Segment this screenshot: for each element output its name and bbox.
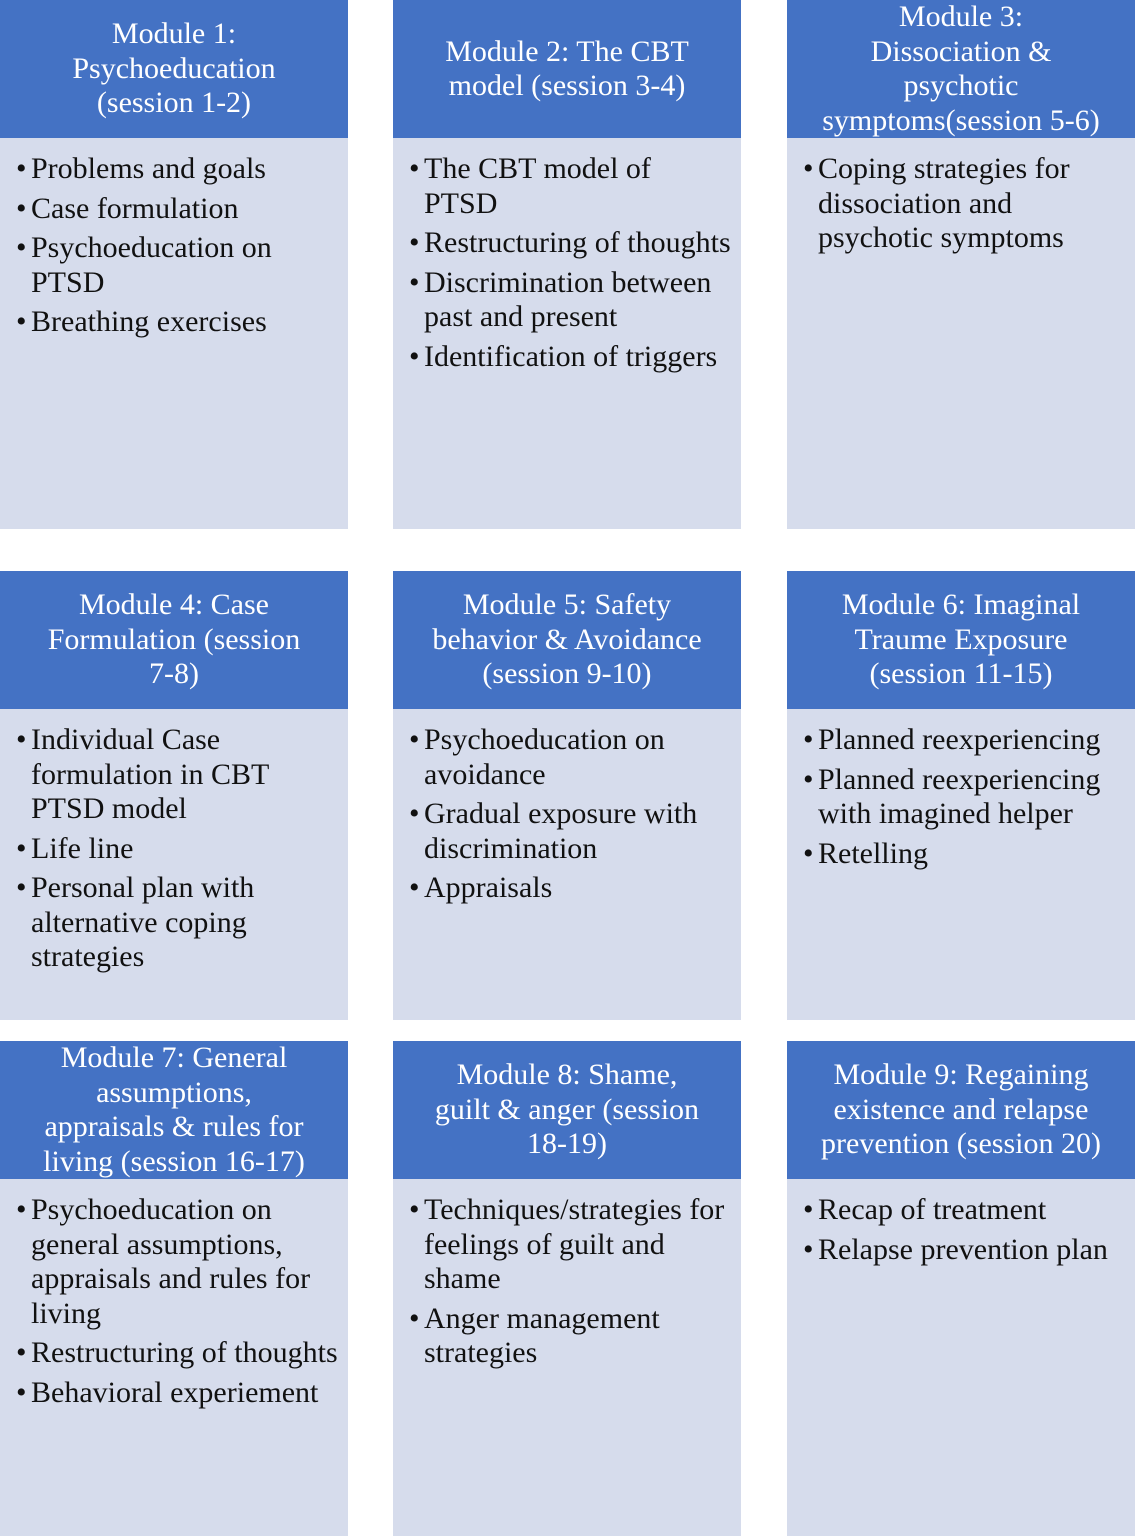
module-item-list xyxy=(409,152,731,374)
module-item-list xyxy=(16,152,338,340)
list-item: • Relapse prevention plan xyxy=(803,1232,1108,1266)
bullet-icon: • xyxy=(803,762,814,796)
module-title-line: guilt & anger (session xyxy=(434,1092,700,1126)
bullet-icon: • xyxy=(16,871,27,904)
module-1-body xyxy=(0,138,348,340)
bullet-icon: • xyxy=(803,836,814,870)
bullet-icon: • xyxy=(16,831,27,865)
module-title xyxy=(43,1041,305,1179)
bullet-icon: • xyxy=(16,1193,27,1226)
bullet-icon: • xyxy=(16,152,27,185)
list-item: • Planned reexperiencing with imagined helper xyxy=(803,762,1101,830)
bullet-icon: • xyxy=(16,191,27,225)
module-7-card xyxy=(0,1041,348,1536)
list-item: • Techniques/strategies for feelings of guilt and shame xyxy=(409,1193,725,1295)
module-title xyxy=(821,1058,1101,1162)
module-3-card xyxy=(787,0,1135,529)
module-6-header xyxy=(787,571,1135,709)
list-item: • Restructuring of thoughts xyxy=(409,226,731,259)
bullet-icon: • xyxy=(409,871,420,904)
module-9-card xyxy=(787,1041,1135,1536)
module-title-line: Psychoeducation xyxy=(72,51,276,85)
module-title-line: 18-19) xyxy=(527,1127,607,1161)
module-title-line: Module 5: Safety xyxy=(462,588,672,622)
list-item: • Coping strategies for dissociation and psychotic symptoms xyxy=(803,152,1070,254)
bullet-icon: • xyxy=(409,797,420,830)
module-6-body xyxy=(787,709,1135,871)
module-title-line: living (session 16-17) xyxy=(43,1144,305,1178)
bullet-icon: • xyxy=(409,1301,420,1335)
module-title-line: psychotic xyxy=(903,69,1019,102)
module-2-header xyxy=(393,0,741,138)
bullet-icon: • xyxy=(409,723,420,756)
module-4-card xyxy=(0,571,348,1020)
module-title-line: (session 11-15) xyxy=(869,657,1053,691)
bullet-icon: • xyxy=(803,1232,814,1266)
module-8-body xyxy=(393,1179,741,1371)
module-title-line: Module 6: Imaginal xyxy=(841,588,1081,622)
module-1-header xyxy=(0,0,348,138)
module-title-line: Module 4: Case xyxy=(79,588,269,622)
list-item: • Recap of treatment xyxy=(803,1193,1047,1226)
module-4-header xyxy=(0,571,348,709)
module-5-body xyxy=(393,709,741,906)
module-title xyxy=(842,588,1080,692)
module-title-line: existence and relapse xyxy=(833,1092,1089,1126)
module-item-list xyxy=(409,1193,731,1371)
list-item: • Planned reexperiencing xyxy=(803,723,1101,756)
bullet-icon: • xyxy=(803,152,814,185)
module-5-header xyxy=(393,571,741,709)
module-3-body xyxy=(787,138,1135,256)
bullet-icon: • xyxy=(409,152,420,185)
module-7-header xyxy=(0,1041,348,1179)
module-item-list xyxy=(803,152,1125,256)
module-title-line: Formulation (session xyxy=(47,622,301,656)
list-item: • Gradual exposure with discrimination xyxy=(409,797,698,865)
list-item: • Anger management strategies xyxy=(409,1301,660,1369)
module-item-list xyxy=(16,723,338,975)
bullet-icon: • xyxy=(803,1193,814,1226)
module-title-line: model (session 3-4) xyxy=(448,69,686,102)
list-item: • Breathing exercises xyxy=(16,305,267,338)
module-title-line: behavior & Avoidance xyxy=(432,622,702,656)
bullet-icon: • xyxy=(16,1336,27,1369)
module-title-line: prevention (session 20) xyxy=(821,1127,1101,1161)
bullet-icon: • xyxy=(803,723,814,756)
module-8-header xyxy=(393,1041,741,1179)
module-title xyxy=(48,588,301,692)
module-title-line: Module 2: The CBT xyxy=(445,34,689,68)
module-1-card xyxy=(0,0,348,529)
module-title-line: Module 1: xyxy=(111,17,237,51)
bullet-icon: • xyxy=(409,265,420,299)
module-title-line: Module 9: Regaining xyxy=(833,1058,1089,1092)
module-title-line: (session 1-2) xyxy=(96,86,252,120)
module-title-line: Module 8: Shame, xyxy=(456,1058,678,1092)
module-title xyxy=(445,35,689,104)
module-title xyxy=(435,1058,699,1162)
module-8-card xyxy=(393,1041,741,1536)
bullet-icon: • xyxy=(16,305,27,338)
list-item: • Restructuring of thoughts xyxy=(16,1336,338,1369)
list-item: • Appraisals xyxy=(409,871,553,904)
module-title-line: (session 9-10) xyxy=(482,657,652,691)
list-item: • Case formulation xyxy=(16,191,239,225)
bullet-icon: • xyxy=(409,1193,420,1226)
module-item-list xyxy=(803,1193,1125,1267)
module-item-list xyxy=(16,1193,338,1410)
list-item: • Identification of triggers xyxy=(409,339,718,373)
list-item: • Problems and goals xyxy=(16,152,266,185)
list-item: • Individual Case formulation in CBT PTSD model xyxy=(16,723,269,825)
bullet-icon: • xyxy=(16,1375,27,1409)
list-item: • Psychoeducation on avoidance xyxy=(409,723,665,791)
list-item: • The CBT model of PTSD xyxy=(409,152,651,220)
list-item: • Behavioral experiement xyxy=(16,1375,319,1409)
module-5-card xyxy=(393,571,741,1020)
module-9-header xyxy=(787,1041,1135,1179)
module-7-body xyxy=(0,1179,348,1410)
bullet-icon: • xyxy=(16,723,27,756)
list-item: • Personal plan with alternative coping strategies xyxy=(16,871,255,973)
module-title-line: 7-8) xyxy=(149,657,199,691)
bullet-icon: • xyxy=(409,339,420,373)
list-item: • Retelling xyxy=(803,836,928,870)
module-item-list xyxy=(409,723,731,906)
module-item-list xyxy=(803,723,1125,871)
list-item: • Psychoeducation on general assumptions, appraisals and rules for living xyxy=(16,1193,311,1330)
module-title-line: assumptions, xyxy=(96,1075,252,1109)
module-title-line: Dissociation & xyxy=(870,34,1052,68)
list-item: • Life line xyxy=(16,831,134,865)
module-title xyxy=(72,17,275,121)
module-title xyxy=(432,588,701,692)
module-title-line: Module 7: General xyxy=(60,1041,288,1074)
list-item: • Discrimination between past and present xyxy=(409,265,712,333)
module-title-line: appraisals & rules for xyxy=(44,1110,304,1143)
module-title xyxy=(822,0,1100,138)
bullet-icon: • xyxy=(409,226,420,259)
module-title-line: Traume Exposure xyxy=(854,622,1068,656)
module-title-line: Module 3: xyxy=(898,0,1024,33)
list-item: • Psychoeducation on PTSD xyxy=(16,231,272,299)
module-9-body xyxy=(787,1179,1135,1267)
module-2-card xyxy=(393,0,741,529)
bullet-icon: • xyxy=(16,231,27,264)
module-title-line: symptoms(session 5-6) xyxy=(822,103,1100,137)
module-3-header xyxy=(787,0,1135,138)
module-2-body xyxy=(393,138,741,374)
module-6-card xyxy=(787,571,1135,1020)
module-4-body xyxy=(0,709,348,975)
